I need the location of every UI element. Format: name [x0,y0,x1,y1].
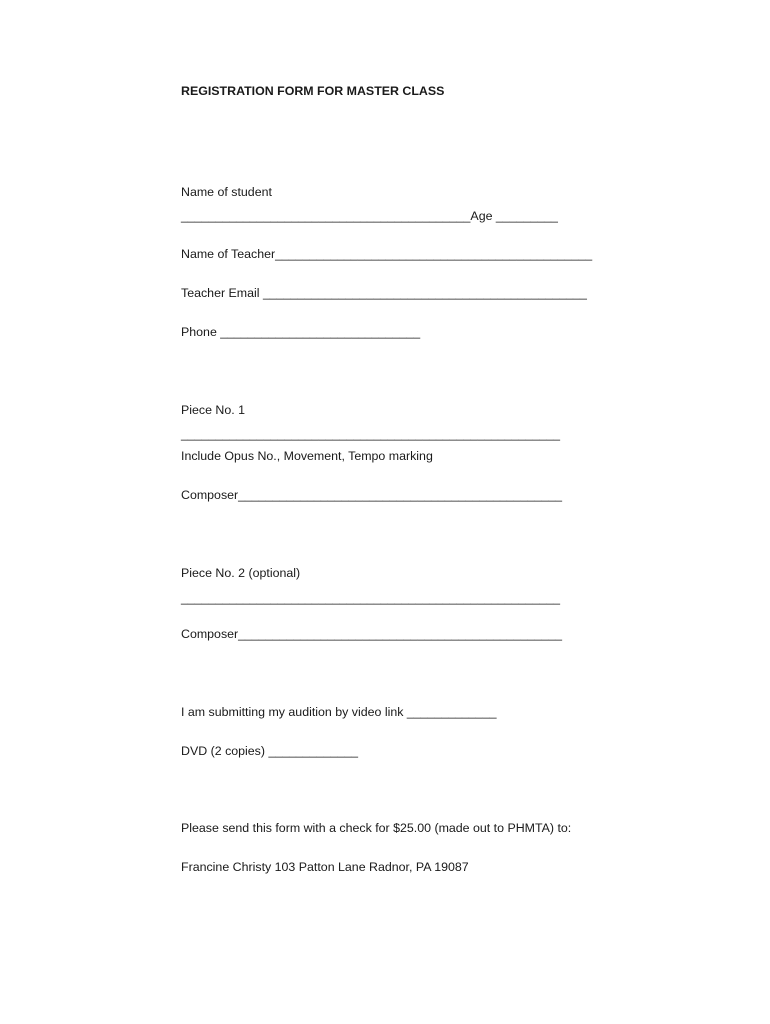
piece1-composer-field: Composer_______________________________________________ [181,488,563,502]
phone-field: Phone _____________________________ [181,325,421,339]
teacher-name-field: Name of Teacher______________________________________________ [181,247,593,261]
piece1-field: _______________________________________________________ [181,427,561,441]
piece2-label: Piece No. 2 (optional) [181,566,301,580]
student-name-label: Name of student [181,185,272,199]
teacher-email-field: Teacher Email _______________________________________________ [181,286,587,300]
piece1-label: Piece No. 1 [181,403,246,417]
piece2-field: _______________________________________________________ [181,591,561,605]
form-title: REGISTRATION FORM FOR MASTER CLASS [181,84,445,98]
dvd-field: DVD (2 copies) _____________ [181,744,359,758]
video-link-field: I am submitting my audition by video link _____________ [181,705,497,719]
student-name-age-field: __________________________________________Age _________ [181,209,558,223]
piece2-composer-field: Composer_______________________________________________ [181,627,563,641]
piece1-hint: Include Opus No., Movement, Tempo marking [181,449,433,463]
mailing-address: Francine Christy 103 Patton Lane Radnor, PA 19087 [181,860,469,874]
instructions-text: Please send this form with a check for $25.00 (made out to PHMTA) to: [181,821,572,835]
